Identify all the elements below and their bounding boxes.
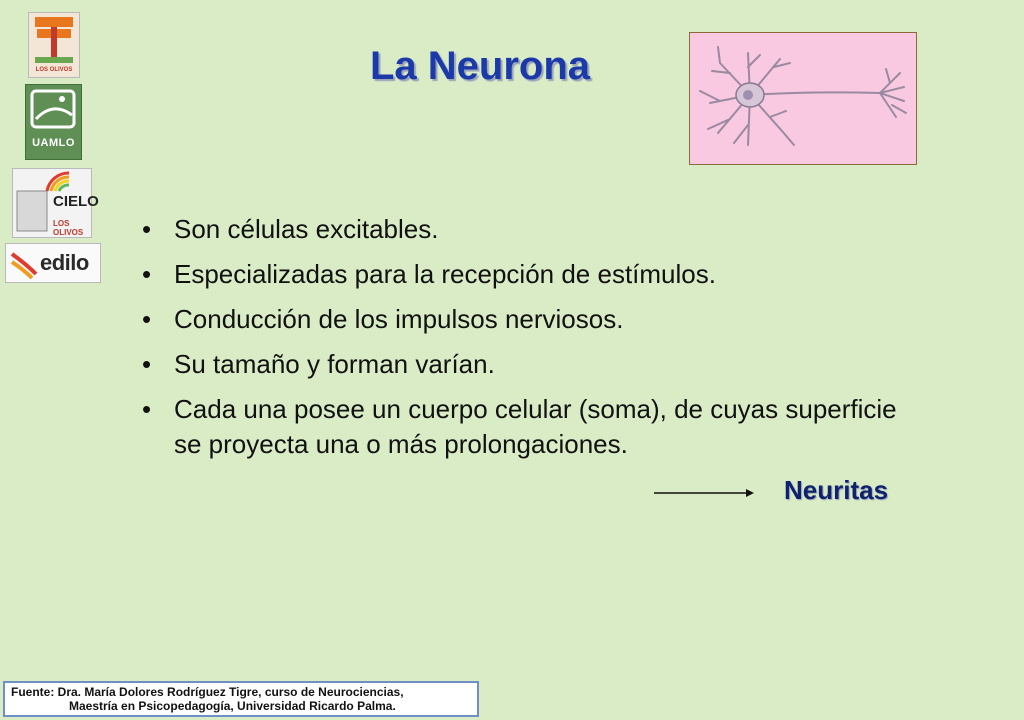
source-line-2: Maestría en Psicopedagogía, Universidad Ricardo Palma. bbox=[69, 699, 396, 713]
edilo-swoosh-icon bbox=[6, 244, 42, 282]
page-title: La Neurona bbox=[369, 44, 591, 88]
cielo-logo-text: CIELO bbox=[53, 193, 99, 210]
source-line-1: Fuente: Dra. María Dolores Rodríguez Tigre, curso de Neurociencias, bbox=[11, 685, 404, 699]
neuron-illustration bbox=[690, 33, 916, 164]
bullet-item: • Especializadas para la recepción de estímulos. bbox=[140, 257, 900, 292]
cielo-logo-subtext: LOS OLIVOS bbox=[53, 219, 84, 237]
bullet-item: • Cada una posee un cuerpo celular (soma), de cuyas superficie se proyecta una o más prolongaciones. bbox=[140, 392, 900, 462]
bullet-item: • Su tamaño y forman varían. bbox=[140, 347, 900, 382]
edilo-logo bbox=[5, 243, 101, 283]
arrow-right-icon bbox=[654, 485, 754, 501]
edilo-logo-text: edilo bbox=[40, 250, 89, 275]
neuron-image bbox=[689, 32, 917, 165]
source-caption bbox=[3, 681, 479, 717]
bullet-item: • Son células excitables. bbox=[140, 212, 900, 247]
los-olivos-logo bbox=[28, 12, 80, 78]
uamlo-logo-text: UAMLO bbox=[32, 137, 75, 149]
cielo-logo bbox=[12, 168, 99, 238]
los-olivos-logo-text: LOS OLIVOS bbox=[35, 67, 73, 73]
uamlo-emblem-icon bbox=[26, 85, 81, 135]
neuritas-label: Neuritas bbox=[784, 475, 889, 505]
bullet-item: • Conducción de los impulsos nerviosos. bbox=[140, 302, 900, 337]
uamlo-logo bbox=[25, 84, 82, 160]
bullet-list bbox=[140, 212, 900, 472]
